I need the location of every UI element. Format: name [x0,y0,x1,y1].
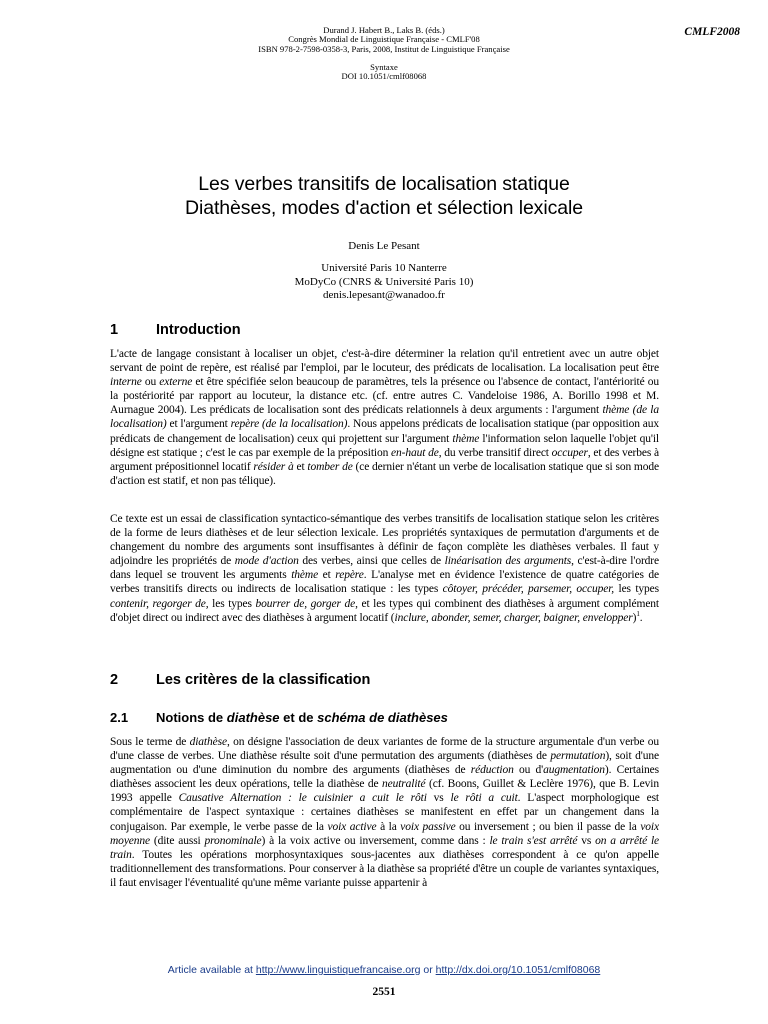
section-title: Introduction [156,322,241,338]
section-number: 1 [110,322,119,338]
section-number: 2 [110,672,119,688]
header-isbn: ISBN 978-2-7598-0358-3, Paris, 2008, Institut de Linguistique Française [258,43,510,54]
affiliation-lab: MoDyCo (CNRS & Université Paris 10) [294,275,474,288]
paper-title [60,172,708,220]
article-availability-footer: Article available at http://www.linguistiquefrancaise.org or http://dx.doi.org/10.1051/cmlf08068 [167,964,601,976]
header-doi: DOI 10.1051/cmlf08068 [341,71,427,82]
page-number: 2551 [372,986,396,998]
paragraph-intro-1: L'acte de langage consistant à localiser un objet, c'est-à-dire déterminer la relation qu'il entretient avec un autre objet servant de point de repère, est réalisé par l'emploi, par le locuteur, des prédicats de localisation. La localisation peut être interne ou externe et être spécifiée selon beaucoup de paramètres, tels la présence ou l'absence de contact, l'antériorité ou la postériorité par rapport au locuteur, la distance etc. (cf. entre autres C. Vandeloise 1986, A. Borillo 1998 et M. Aurnague 2004). Les prédicats de localisation sont des prédicats relationnels à deux arguments : l'argument thème (de la localisation) et l'argument repère (de la localisation). Nous appelons prédicats de localisation statique (par opposition aux prédicats de changement de localisation) ceux qui projettent sur l'argument thème l'information selon laquelle l'objet qu'il désigne est statique ; c'est le cas par exemple de la préposition en-haut de, du verbe transitif direct occuper, et des verbes à argument prépositionnel locatif résider à et tomber de (ce dernier n'étant un verbe de localisation statique que si son mode d'action est statif, et non pas télique). [110,348,660,487]
title-line-2: Diathèses, modes d'action et sélection lexicale [185,197,583,219]
header-section: Syntaxe [370,61,398,72]
website-link[interactable]: http://www.linguistiquefrancaise.org [255,964,421,976]
section-title: Les critères de la classification [156,672,371,688]
subsection-number: 2.1 [110,710,129,725]
running-header [184,26,584,81]
paragraph-diathesis: Sous le terme de diathèse, on désigne l'association de deux variantes de forme de la structure argumentale d'un verbe ou d'une classe de verbes. Une diathèse résulte soit d'une permutation des arguments (diathèses de permutation), soit d'une augmentation ou d'une diminution du nombre des arguments (diathèses de réduction ou d'augmentation). Certaines diathèses associent les deux opérations, telle la diathèse de neutralité (cf. Boons, Guillet & Leclère 1976), que B. Levin 1993 appelle Causative Alternation : le cuisinier a cuit le rôti vs le rôti a cuit. L'aspect morphologique est complémentaire de l'aspect syntaxique : certaines diathèses se manifestent en effet par un changement dans la conjugaison. Par exemple, le verbe passe de la voix active à la voix passive ou inversement ; ou bien il passe de la voix moyenne (dite aussi pronominale) à la voix active ou inversement, comme dans : le train s'est arrêté vs on a arrêté le train. Toutes les opérations morphosyntaxiques sous-jacentes aux diathèses correspondent à ce qu'on appelle traditionnellement des transformations. Pour conserver à la diathèse sa propriété d'être un couple de variantes syntaxiques, il faut envisager l'éventualité qu'une même variante puisse appartenir à [110,736,660,889]
conference-tag: CMLF2008 [684,26,740,38]
author-affiliation [184,262,584,303]
author-email[interactable]: denis.lepesant@wanadoo.fr [323,289,445,301]
header-editors: Durand J. Habert B., Laks B. (éds.) [323,25,445,35]
paragraph-intro-2: Ce texte est un essai de classification syntactico-sémantique des verbes transitifs de localisation statique selon les critères de la forme de leurs diathèses et de leur sélection lexicale. Les propriétés syntaxiques de permutation d'arguments et de changement du nombre des arguments sont insuffisantes à définir de façon complète les diathèses verbales. Il faut y adjoindre les propriétés de mode d'action des verbes, ainsi que celles de linéarisation des arguments, c'est-à-dire l'ordre dans lequel se trouvent les arguments thème et repère. L'analyse met en évidence l'existence de quatre catégories de verbes transitifs directs ou indirects de localisation statique : les types côtoyer, précéder, parsemer, occuper, les types contenir, regorger de, les types bourrer de, gorger de, et les types qui combinent des diathèses à argument complément d'objet direct ou indirect avec des diathèses à argument locatif (inclure, abonder, semer, charger, baigner, envelopper)$^1$. [110,513,660,624]
affiliation-university: Université Paris 10 Nanterre [321,262,447,274]
author-name: Denis Le Pesant [348,240,420,252]
title-line-1: Les verbes transitifs de localisation statique [198,173,570,195]
footnote-marker[interactable]: 1 [636,609,640,618]
section-heading-criteria [110,672,370,688]
doi-link[interactable]: http://dx.doi.org/10.1051/cmlf08068 [435,964,601,976]
section-heading-introduction [110,322,241,338]
header-congress: Congrès Mondial de Linguistique Française - CMLF'08 [288,34,480,45]
subsection-heading: 2.1 Notions de diathèse et de schéma de diathèses [110,710,448,725]
